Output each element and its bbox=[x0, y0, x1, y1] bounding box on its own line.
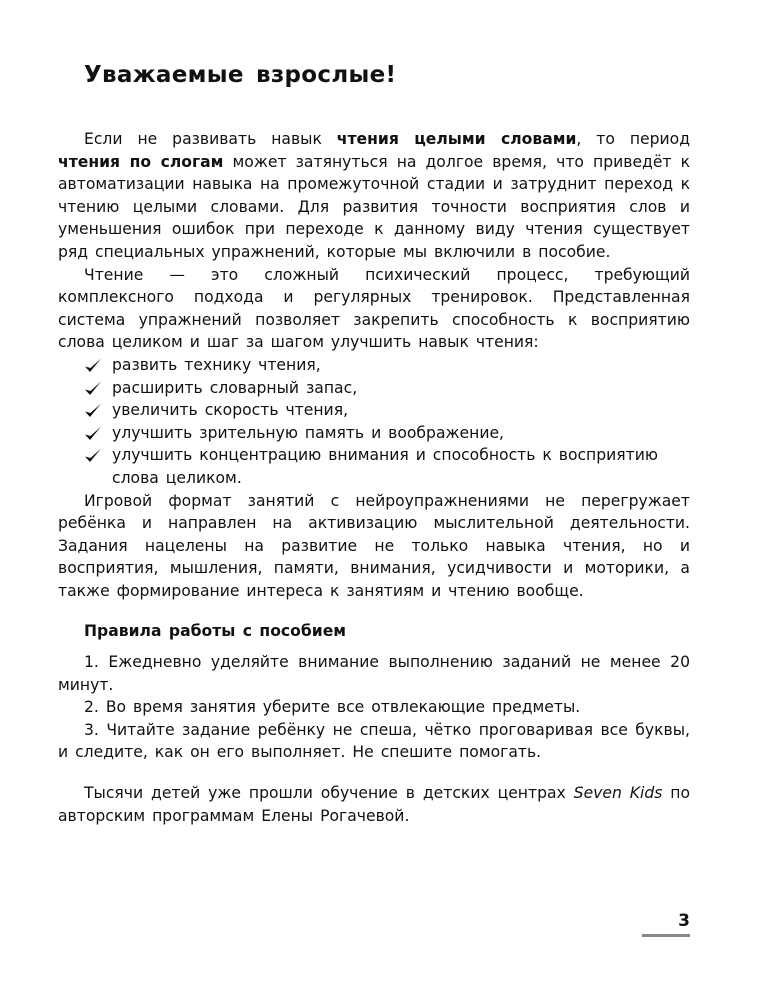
closing-text: по авторским программам Елены Рогачевой. bbox=[58, 784, 690, 825]
page-title: Уважаемые взрослые! bbox=[84, 62, 397, 88]
page-number-underline bbox=[642, 934, 690, 937]
rule-item: 3. Читайте задание ребёнку не спеша, чётко проговаривая все буквы, и следите, как он его выполняет. Не спешите помогать. bbox=[58, 720, 690, 762]
checklist-item bbox=[58, 444, 690, 489]
rules-list bbox=[58, 651, 690, 764]
page-number: 3 bbox=[678, 911, 690, 931]
rule-item: 2. Во время занятия уберите все отвлекающие предметы. bbox=[84, 698, 581, 717]
checklist-item bbox=[58, 354, 690, 377]
checkmark-icon bbox=[84, 357, 102, 374]
rules-heading: Правила работы с пособием bbox=[84, 622, 347, 641]
checklist-text: улучшить зрительную память и воображение, bbox=[112, 423, 505, 442]
checklist-item bbox=[58, 377, 690, 400]
checkmark-icon bbox=[84, 380, 102, 397]
checklist-text: увеличить скорость чтения, bbox=[112, 401, 349, 420]
checklist-text: развить технику чтения, bbox=[112, 355, 321, 374]
checkmark-icon bbox=[84, 425, 102, 442]
bold-phrase-whole-words: чтения целыми словами bbox=[336, 130, 577, 148]
checklist-item bbox=[58, 399, 690, 422]
checkmark-icon bbox=[84, 447, 102, 464]
checklist bbox=[58, 354, 690, 490]
checklist-text: улучшить концентрацию внимания и способность к восприятию слова целиком. bbox=[112, 446, 659, 487]
checklist-text: расширить словарный запас, bbox=[112, 378, 358, 397]
intro-paragraph-2: Чтение — это сложный психический процесс, требующий комплексного подхода и регулярных тренировок. Представленная система упражнений позволяет закрепить способность к восприятию слова целиком и шаг за шагом улучшить навык чтения: bbox=[58, 265, 690, 352]
closing-paragraph bbox=[58, 782, 690, 827]
intro-text: может затянуться на долгое время, что приведёт к автоматизации навыка на промежуточной стадии и затруднит переход к чтению целыми словами. Для развития точности восприятия слов и уменьшения ошибок при переходе к данному виду чтения существует ряд специальных упражнений, которые мы включили в пособие. bbox=[58, 152, 691, 261]
checklist-item bbox=[58, 422, 690, 445]
intro-paragraph-1 bbox=[58, 128, 690, 264]
body-text bbox=[58, 128, 690, 827]
brand-name: Seven Kids bbox=[573, 784, 663, 803]
intro-text: , то период bbox=[576, 130, 690, 148]
bold-phrase-syllables: чтения по слогам bbox=[58, 152, 224, 171]
rule-item: 1. Ежедневно уделяйте внимание выполнению заданий не менее 20 минут. bbox=[58, 653, 690, 694]
intro-text: Если не развивать навык bbox=[84, 130, 337, 148]
closing-text: Тысячи детей уже прошли обучение в детских центрах bbox=[84, 784, 574, 803]
paragraph-game-format: Игровой формат занятий с нейроупражнениями не перегружает ребёнка и направлен на активизацию мыслительной деятельности. Задания нацелены на развитие не только навыка чтения, но и восприятия, мышления, памяти, внимания, усидчивости и моторики, а также формирование интереса к занятиям и чтению вообще. bbox=[58, 491, 690, 600]
checkmark-icon bbox=[84, 402, 102, 419]
